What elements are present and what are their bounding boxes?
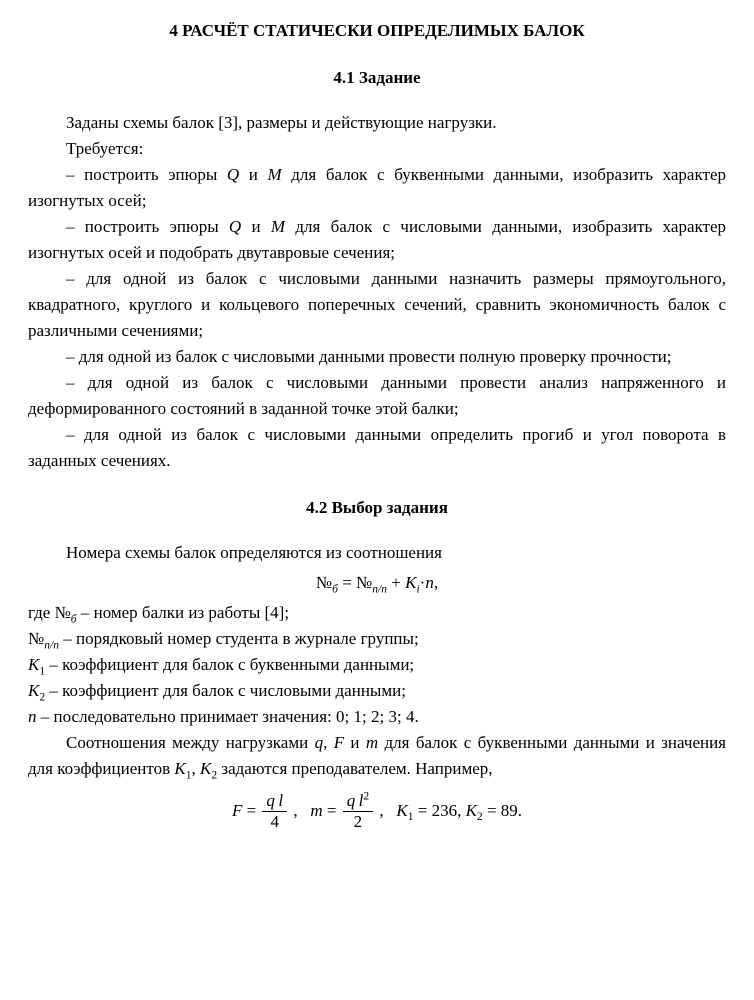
text-run: · — [419, 573, 426, 592]
text-run: – для одной из балок с числовыми данными провести анализ напряженного и деформированного состояний в заданной точке этой балки; — [28, 373, 726, 418]
paragraph-given — [28, 110, 726, 136]
text-run: – построить эпюры — [66, 217, 229, 236]
text-run: Заданы схемы балок [3], размеры и действующие нагрузки. — [66, 113, 497, 132]
text-run: 1 — [39, 664, 46, 678]
text-run: – для одной из балок с числовыми данными определить прогиб и угол поворота в заданных сечениях. — [28, 425, 726, 470]
text-run: – для одной из балок с числовыми данными назначить размеры прямоугольного, квадратного, круглого и кольцевого поперечных сечений, сравнить экономичность балок с различными сечениями; — [28, 269, 726, 340]
text-run: – коэффициент для балок с буквенными данными; — [45, 655, 415, 674]
task-item-1 — [28, 162, 726, 214]
text-run: , — [375, 800, 397, 820]
text-run: q l — [346, 791, 364, 810]
text-run: и — [241, 217, 271, 236]
text-run: – построить эпюры — [66, 165, 227, 184]
definition-student-number — [28, 626, 726, 652]
section-heading-4-1: 4.1 Задание — [333, 68, 421, 87]
text-run: для балок с числовыми данными, изобразить характер изогнутых осей и подобрать двутавровые сечения; — [28, 217, 726, 262]
text-run: п/п — [44, 638, 59, 652]
text-run: = — [322, 800, 341, 820]
text-run: = 89. — [482, 800, 523, 820]
text-run: № — [28, 629, 45, 648]
text-run: б — [70, 612, 77, 626]
text-run: 2 — [363, 789, 370, 803]
text-run: n — [425, 573, 434, 592]
text-run: , — [433, 573, 439, 592]
text-run: K — [174, 759, 186, 778]
text-run: для балок с буквенными данными, изобразить характер изогнутых осей; — [28, 165, 726, 210]
text-run: F — [231, 800, 243, 820]
text-run: q l — [266, 791, 284, 810]
text-run: = № — [337, 573, 373, 592]
text-run: m — [365, 733, 379, 752]
text-run: 2 — [476, 810, 483, 824]
text-run: m — [310, 800, 323, 820]
paragraph-relations — [28, 730, 726, 782]
text-run: где № — [28, 603, 71, 622]
text-run: q — [314, 733, 324, 752]
text-run: K — [396, 800, 408, 820]
text-run: 1 — [407, 810, 414, 824]
fraction — [343, 789, 373, 832]
text-run: M — [270, 217, 286, 236]
text-run: = 236, — [413, 800, 466, 820]
text-run: 2 — [353, 812, 363, 832]
text-run: i — [416, 582, 420, 596]
text-run: – для одной из балок с числовыми данными провести полную проверку прочности; — [66, 347, 672, 366]
paragraph-required — [28, 136, 726, 162]
text-run: 1 — [185, 768, 192, 782]
formula-example — [28, 789, 726, 832]
fraction-numerator — [262, 792, 287, 812]
text-run: № — [315, 573, 333, 592]
text-run: п/п — [372, 582, 388, 596]
text-run: = — [242, 800, 261, 820]
text-run: 2 — [211, 768, 218, 782]
text-run: K — [405, 573, 417, 592]
text-run: задаются преподавателем. Например, — [217, 759, 493, 778]
definition-k1 — [28, 652, 726, 678]
text-run: 4 — [270, 812, 279, 832]
definition-k2 — [28, 678, 726, 704]
formula-beam-number — [28, 570, 726, 596]
text-run: , — [323, 733, 334, 752]
chapter-heading: 4 РАСЧЁТ СТАТИЧЕСКИ ОПРЕДЕЛИМЫХ БАЛОК — [169, 21, 585, 40]
text-run: Требуется: — [66, 139, 144, 158]
task-item-3 — [28, 266, 726, 344]
text-run: K — [28, 681, 40, 700]
task-item-4 — [28, 344, 726, 370]
task-item-6 — [28, 422, 726, 474]
text-run: K — [465, 800, 477, 820]
paragraph-numbers — [28, 540, 726, 566]
text-run: M — [267, 165, 282, 184]
section-heading-4-2: 4.2 Выбор задания — [306, 498, 448, 517]
definition-n — [28, 704, 726, 730]
text-run: + — [387, 573, 406, 592]
task-item-5 — [28, 370, 726, 422]
text-run: для балок с буквенными данными и значения для коэффициентов — [28, 733, 727, 778]
text-run: – коэффициент для балок с числовыми данными; — [45, 681, 406, 700]
definition-where-beam — [28, 600, 726, 626]
text-run: Q — [228, 217, 242, 236]
text-run: , — [191, 759, 200, 778]
text-run: б — [332, 582, 338, 596]
fraction-numerator — [343, 789, 373, 812]
text-run: и — [239, 165, 268, 184]
fraction-denominator — [262, 812, 287, 831]
text-run: Номера схемы балок определяются из соотношения — [66, 543, 442, 562]
text-run: F — [333, 733, 345, 752]
text-run: – номер балки из работы [4]; — [76, 603, 290, 622]
text-run: n — [28, 707, 37, 726]
text-run: Q — [226, 165, 240, 184]
fraction-denominator — [343, 812, 373, 831]
text-run: Соотношения между нагрузками — [66, 733, 315, 752]
text-run: – последовательно принимает значения: 0; 1; 2; 3; 4. — [36, 707, 419, 726]
task-item-2 — [28, 214, 726, 266]
text-run: K — [28, 655, 40, 674]
fraction — [262, 792, 287, 832]
text-run: 2 — [39, 690, 46, 704]
text-run: K — [199, 759, 212, 778]
text-run: – порядковый номер студента в журнале группы; — [59, 629, 419, 648]
text-run: и — [344, 733, 366, 752]
text-run: , — [289, 800, 311, 820]
